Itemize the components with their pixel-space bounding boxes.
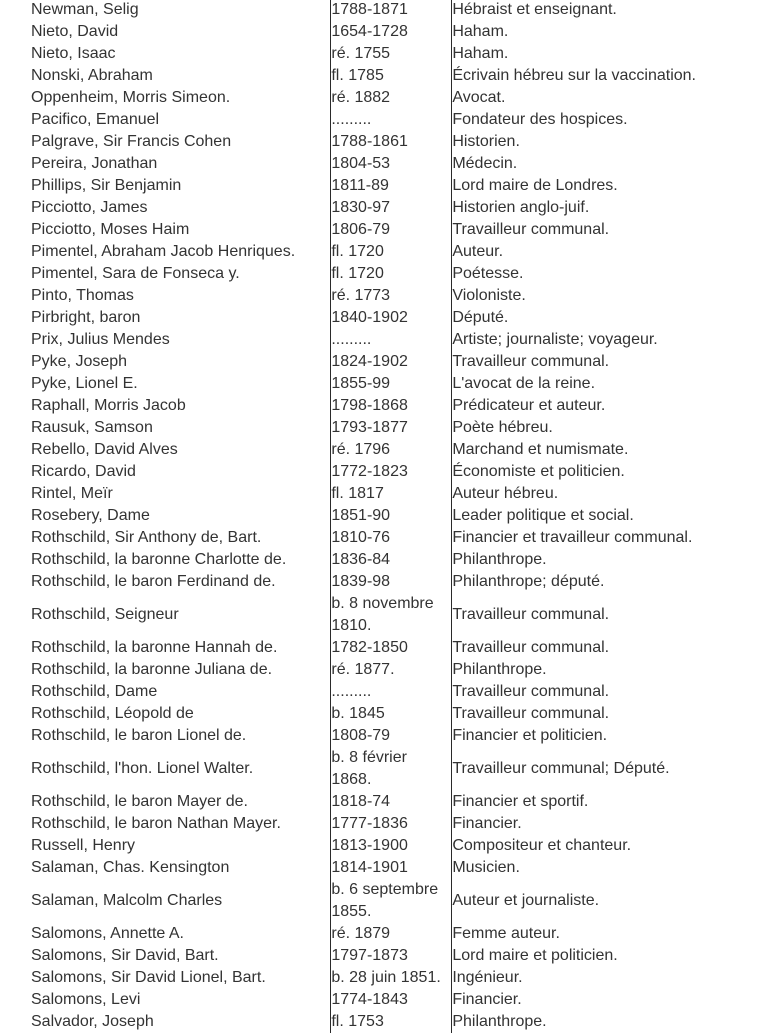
table-row — [0, 373, 782, 395]
person-description: Artiste; journaliste; voyageur. — [452, 331, 658, 348]
table-row — [0, 307, 782, 329]
table-row — [0, 637, 782, 659]
table-row — [0, 945, 782, 967]
person-description: Travailleur communal. — [452, 606, 610, 623]
table-row — [0, 0, 782, 21]
person-name: Palgrave, Sir Francis Cohen — [31, 133, 232, 150]
person-name: Oppenheim, Morris Simeon. — [31, 89, 231, 106]
person-description: Leader politique et social. — [452, 507, 634, 524]
table-row — [0, 527, 782, 549]
person-description: Fondateur des hospices. — [452, 111, 628, 128]
table-row — [0, 571, 782, 593]
person-description: Travailleur communal. — [452, 221, 610, 238]
person-dates: fl. 1720 — [331, 241, 452, 263]
person-name: Rothschild, le baron Mayer de. — [31, 793, 248, 810]
person-name: Rausuk, Samson — [31, 419, 153, 436]
person-name: Pereira, Jonathan — [31, 155, 158, 172]
person-name: Salomons, Levi — [31, 991, 141, 1008]
person-description: Avocat. — [452, 89, 506, 106]
person-dates: 1818-74 — [331, 791, 452, 813]
table-row — [0, 351, 782, 373]
person-name: Rothschild, Sir Anthony de, Bart. — [31, 529, 262, 546]
person-dates: b. 28 juin 1851. — [331, 967, 452, 989]
person-name: Newman, Selig — [31, 1, 139, 18]
person-dates: 1782-1850 — [331, 637, 452, 659]
table-row — [0, 681, 782, 703]
person-name: Rothschild, la baronne Hannah de. — [31, 639, 278, 656]
person-description: Lord maire de Londres. — [452, 177, 618, 194]
person-description: Haham. — [452, 45, 509, 62]
person-description: Financier et sportif. — [452, 793, 589, 810]
person-description: Hébraist et enseignant. — [452, 1, 617, 18]
table-row — [0, 329, 782, 351]
person-dates: ......... — [331, 109, 452, 131]
person-dates: 1840-1902 — [331, 307, 452, 329]
person-description: Économiste et politicien. — [452, 463, 625, 480]
table-row — [0, 923, 782, 945]
person-description: Travailleur communal. — [452, 353, 610, 370]
person-dates: 1813-1900 — [331, 835, 452, 857]
person-dates: fl. 1753 — [331, 1011, 452, 1033]
person-description: Auteur et journaliste. — [452, 892, 600, 909]
person-dates: fl. 1817 — [331, 483, 452, 505]
table-row — [0, 197, 782, 219]
person-description: Auteur. — [452, 243, 504, 260]
person-name: Rothschild, le baron Lionel de. — [31, 727, 247, 744]
person-name: Salomons, Annette A. — [31, 925, 184, 942]
table-row — [0, 109, 782, 131]
person-name: Raphall, Morris Jacob — [31, 397, 186, 414]
table-row — [0, 879, 782, 923]
person-name: Rebello, David Alves — [31, 441, 178, 458]
person-dates: 1851-90 — [331, 505, 452, 527]
person-dates: fl. 1785 — [331, 65, 452, 87]
person-name: Nonski, Abraham — [31, 67, 153, 84]
person-dates: b. 8 février 1868. — [331, 747, 452, 791]
person-name: Pyke, Lionel E. — [31, 375, 138, 392]
person-name: Pirbright, baron — [31, 309, 141, 326]
table-row — [0, 43, 782, 65]
person-name: Russell, Henry — [31, 837, 136, 854]
person-name: Pinto, Thomas — [31, 287, 134, 304]
person-description: Ingénieur. — [452, 969, 523, 986]
person-name: Rothschild, Seigneur — [31, 606, 179, 623]
table-row — [0, 725, 782, 747]
person-dates: 1654-1728 — [331, 21, 452, 43]
table-row — [0, 395, 782, 417]
person-name: Nieto, David — [31, 23, 119, 40]
person-dates: 1788-1871 — [331, 0, 452, 21]
person-dates: 1774-1843 — [331, 989, 452, 1011]
person-dates: 1797-1873 — [331, 945, 452, 967]
person-dates: 1855-99 — [331, 373, 452, 395]
person-name: Ricardo, David — [31, 463, 136, 480]
person-description: Philanthrope; député. — [452, 573, 605, 590]
table-row — [0, 219, 782, 241]
person-description: Travailleur communal. — [452, 639, 610, 656]
person-dates: 1798-1868 — [331, 395, 452, 417]
person-description: L'avocat de la reine. — [452, 375, 596, 392]
table-row — [0, 857, 782, 879]
person-description: Médecin. — [452, 155, 518, 172]
table-row — [0, 417, 782, 439]
person-dates: 1772-1823 — [331, 461, 452, 483]
person-name: Rosebery, Dame — [31, 507, 150, 524]
person-description: Femme auteur. — [452, 925, 560, 942]
person-name: Picciotto, Moses Haim — [31, 221, 190, 238]
person-description: Écrivain hébreu sur la vaccination. — [452, 67, 696, 84]
person-description: Travailleur communal. — [452, 683, 610, 700]
person-dates: 1824-1902 — [331, 351, 452, 373]
table-row — [0, 813, 782, 835]
person-description: Haham. — [452, 23, 509, 40]
person-dates: 1793-1877 — [331, 417, 452, 439]
person-description: Financier et politicien. — [452, 727, 608, 744]
person-dates: ré. 1773 — [331, 285, 452, 307]
person-dates: 1830-97 — [331, 197, 452, 219]
person-dates: 1808-79 — [331, 725, 452, 747]
person-dates: ......... — [331, 681, 452, 703]
table-row — [0, 703, 782, 725]
person-name: Salaman, Chas. Kensington — [31, 859, 230, 876]
person-dates: b. 8 novembre 1810. — [331, 593, 452, 637]
person-name: Pimentel, Abraham Jacob Henriques. — [31, 243, 296, 260]
person-dates: 1806-79 — [331, 219, 452, 241]
table-row — [0, 263, 782, 285]
person-name: Salaman, Malcolm Charles — [31, 892, 223, 909]
table-row — [0, 989, 782, 1011]
table-row — [0, 461, 782, 483]
person-description: Poétesse. — [452, 265, 524, 282]
person-description: Financier et travailleur communal. — [452, 529, 693, 546]
person-description: Financier. — [452, 991, 522, 1008]
person-dates: 1814-1901 — [331, 857, 452, 879]
table-row — [0, 87, 782, 109]
person-name: Pyke, Joseph — [31, 353, 128, 370]
person-description: Compositeur et chanteur. — [452, 837, 632, 854]
person-dates: 1777-1836 — [331, 813, 452, 835]
person-dates: ré. 1879 — [331, 923, 452, 945]
person-description: Philanthrope. — [452, 661, 547, 678]
table-row — [0, 1011, 782, 1033]
person-dates: b. 6 septembre 1855. — [331, 879, 452, 923]
person-dates: 1839-98 — [331, 571, 452, 593]
person-name: Rothschild, Léopold de — [31, 705, 194, 722]
person-description: Travailleur communal; Député. — [452, 760, 670, 777]
person-name: Rothschild, l'hon. Lionel Walter. — [31, 760, 254, 777]
table-row — [0, 593, 782, 637]
person-dates: 1810-76 — [331, 527, 452, 549]
person-name: Rintel, Meïr — [31, 485, 113, 502]
person-dates: fl. 1720 — [331, 263, 452, 285]
table-row — [0, 835, 782, 857]
person-name: Rothschild, la baronne Charlotte de. — [31, 551, 287, 568]
person-description: Travailleur communal. — [452, 705, 610, 722]
person-dates: ré. 1882 — [331, 87, 452, 109]
person-name: Rothschild, le baron Nathan Mayer. — [31, 815, 281, 832]
person-description: Financier. — [452, 815, 522, 832]
table-row — [0, 153, 782, 175]
table-row — [0, 439, 782, 461]
person-name: Phillips, Sir Benjamin — [31, 177, 182, 194]
person-dates: ré. 1796 — [331, 439, 452, 461]
table-row — [0, 241, 782, 263]
person-name: Rothschild, la baronne Juliana de. — [31, 661, 273, 678]
person-description: Philanthrope. — [452, 551, 547, 568]
person-description: Historien anglo-juif. — [452, 199, 590, 216]
table-row — [0, 131, 782, 153]
table-row — [0, 21, 782, 43]
person-description: Violoniste. — [452, 287, 526, 304]
person-description: Prédicateur et auteur. — [452, 397, 606, 414]
table-row — [0, 483, 782, 505]
table-row — [0, 549, 782, 571]
person-dates: b. 1845 — [331, 703, 452, 725]
person-name: Nieto, Isaac — [31, 45, 116, 62]
person-name: Salvador, Joseph — [31, 1013, 154, 1030]
table-row — [0, 967, 782, 989]
person-dates: 1836-84 — [331, 549, 452, 571]
person-name: Pimentel, Sara de Fonseca y. — [31, 265, 240, 282]
person-dates: ré. 1877. — [331, 659, 452, 681]
table-row — [0, 285, 782, 307]
table-row — [0, 505, 782, 527]
person-description: Poète hébreu. — [452, 419, 553, 436]
person-description: Député. — [452, 309, 509, 326]
person-dates: 1788-1861 — [331, 131, 452, 153]
person-description: Auteur hébreu. — [452, 485, 559, 502]
person-name: Pacifico, Emanuel — [31, 111, 160, 128]
person-name: Rothschild, Dame — [31, 683, 158, 700]
person-dates: 1811-89 — [331, 175, 452, 197]
table-row — [0, 791, 782, 813]
person-dates: ......... — [331, 329, 452, 351]
person-description: Philanthrope. — [452, 1013, 547, 1030]
person-description: Marchand et numismate. — [452, 441, 629, 458]
person-description: Musicien. — [452, 859, 520, 876]
person-description: Historien. — [452, 133, 520, 150]
person-name: Picciotto, James — [31, 199, 148, 216]
person-dates: ré. 1755 — [331, 43, 452, 65]
table-row — [0, 747, 782, 791]
person-name: Salomons, Sir David, Bart. — [31, 947, 219, 964]
person-description: Lord maire et politicien. — [452, 947, 618, 964]
person-name: Salomons, Sir David Lionel, Bart. — [31, 969, 266, 986]
person-dates: 1804-53 — [331, 153, 452, 175]
table-row — [0, 659, 782, 681]
table-row — [0, 175, 782, 197]
person-name: Rothschild, le baron Ferdinand de. — [31, 573, 276, 590]
table-row — [0, 65, 782, 87]
person-name: Prix, Julius Mendes — [31, 331, 170, 348]
